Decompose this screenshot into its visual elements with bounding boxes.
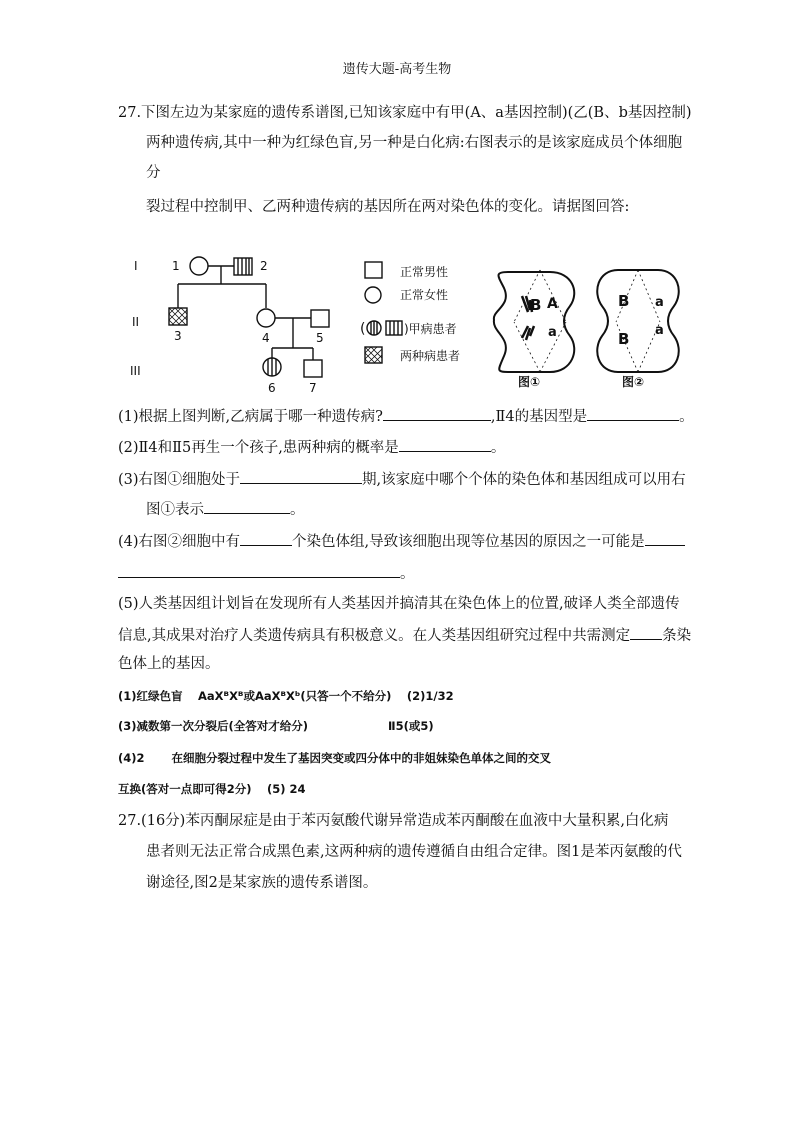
individual-II3-male-both <box>169 308 187 325</box>
cell2-label-a-bottom: a <box>655 323 664 338</box>
question-27-line1: 27.下图左边为某家庭的遗传系谱图,已知该家庭中有甲(A、a基因控制)(乙(B、b基因控制) <box>118 105 692 121</box>
q2-text-b: 。 <box>490 440 506 456</box>
page-header: 遗传大题-高考生物 <box>342 62 452 77</box>
individual-III6-female-disease-a <box>263 358 281 376</box>
q4-text-b: 个染色体组,导致该细胞出现等位基因的原因之一可能是 <box>292 534 645 550</box>
generation-III-label: III <box>130 364 141 378</box>
question-2 <box>118 436 505 458</box>
cell1-label-B: B <box>530 296 542 314</box>
legend-female-icon <box>365 287 381 303</box>
q5-text-b: 信息,其成果对治疗人类遗传病具有积极意义。在人类基因组研究过程中共需测定 <box>118 628 631 644</box>
answer-1-2: (1)红绿色盲 AaXᴮXᴮ或AaXᴮXᵇ(只答一个不给分) (2)1/32 <box>118 689 454 703</box>
question-4-cont <box>118 562 415 584</box>
id-3: 3 <box>174 329 182 343</box>
individual-III7-male <box>304 360 322 377</box>
legend-male-icon <box>365 262 382 278</box>
q1-blank-2[interactable] <box>587 405 679 421</box>
q1-text-c: 。 <box>679 409 694 425</box>
q2-text-a: (2)Ⅱ4和Ⅱ5再生一个孩子,患两种病的概率是 <box>118 440 399 456</box>
id-1: 1 <box>172 259 180 273</box>
q3-text-d: 。 <box>290 502 305 518</box>
q3-text-b: 期,该家庭中哪个个体的染色体和基因组成可以用右 <box>362 472 686 488</box>
cell-figure-1 <box>494 270 574 389</box>
id-4: 4 <box>262 331 270 345</box>
question-27-line3: 分 <box>146 165 161 181</box>
cell1-label-a: a <box>548 325 557 340</box>
individual-II5-male <box>311 310 329 327</box>
cell2-label-B-bottom: B <box>618 330 630 348</box>
legend-normal-female: 正常女性 <box>400 288 449 302</box>
question-27-line4: 裂过程中控制甲、乙两种遗传病的基因所在两对染色体的变化。请据图回答: <box>146 199 630 215</box>
legend-both: 两种病患者 <box>400 349 461 363</box>
question-1 <box>118 405 694 427</box>
cell-figure-2 <box>597 270 679 389</box>
cell-figures <box>494 270 679 389</box>
q4-blank-3[interactable] <box>118 562 400 578</box>
legend <box>360 262 460 363</box>
id-2: 2 <box>260 259 268 273</box>
figure-1-label: 图① <box>518 375 541 389</box>
q4-blank-2[interactable] <box>645 530 685 546</box>
id-5: 5 <box>316 331 324 345</box>
q5-blank[interactable] <box>630 624 662 640</box>
q3-blank-1[interactable] <box>240 468 362 484</box>
question-27b-line3: 谢途径,图2是某家族的遗传系谱图。 <box>146 875 378 891</box>
q4-blank-1[interactable] <box>240 530 292 546</box>
question-27b-line1: 27.(16分)苯丙酮尿症是由于苯丙氨酸代谢异常造成苯丙酮酸在血液中大量积累,白化病 <box>118 813 669 829</box>
q3-text-c: 图①表示 <box>146 502 204 518</box>
answer-4: (4)2 在细胞分裂过程中发生了基因突变或四分体中的非姐妹染色单体之间的交叉 <box>118 751 552 765</box>
id-7: 7 <box>309 381 317 395</box>
question-27-line2: 两种遗传病,其中一种为红绿色盲,另一种是白化病:右图表示的是该家庭成员个体细胞 <box>146 135 683 151</box>
question-5-line3: 色体上的基因。 <box>118 656 220 672</box>
cell1-label-A: A <box>547 296 558 312</box>
q1-text-a: (1)根据上图判断,乙病属于哪一种遗传病? <box>118 409 383 425</box>
q2-blank[interactable] <box>399 436 491 452</box>
answer-4-5: 互换(答对一点即可得2分) (5) 24 <box>118 782 306 796</box>
generation-I-label: I <box>134 259 138 273</box>
individual-I1-female <box>190 257 208 275</box>
legend-normal-male: 正常男性 <box>400 265 449 279</box>
figure-2-label: 图② <box>622 375 645 389</box>
answer-3-individual: Ⅱ5(或5) <box>388 719 434 733</box>
q3-blank-2[interactable] <box>204 498 290 514</box>
question-3-cont <box>146 498 305 520</box>
question-4 <box>118 530 685 552</box>
cell2-label-B-top: B <box>618 292 630 310</box>
legend-disease-a: )甲病患者 <box>404 322 457 336</box>
question-5-line1: (5)人类基因组计划旨在发现所有人类基因并搞清其在染色体上的位置,破译人类全部遗传 <box>118 596 680 612</box>
q1-text-b: ,Ⅱ4的基因型是 <box>490 409 588 425</box>
question-5-line2 <box>118 624 691 646</box>
q4-text-a: (4)右图②细胞中有 <box>118 534 241 550</box>
legend-both-icon <box>365 347 382 363</box>
question-3 <box>118 468 686 490</box>
answer-3: (3)减数第一次分裂后(全答对才给分) <box>118 719 309 733</box>
q3-text-a: (3)右图①细胞处于 <box>118 472 241 488</box>
individual-I2-male-disease-a <box>234 258 252 275</box>
q5-text-c: 条染 <box>662 628 692 644</box>
legend-disease-a-icon <box>360 321 402 337</box>
q4-text-c: 。 <box>400 566 415 582</box>
pedigree-chart <box>130 257 329 395</box>
id-6: 6 <box>268 381 276 395</box>
q1-blank-1[interactable] <box>383 405 491 421</box>
cell2-label-a-top: a <box>655 295 664 310</box>
generation-II-label: II <box>132 315 140 329</box>
genetics-figure <box>110 240 690 400</box>
svg-text:(: ( <box>360 321 366 337</box>
individual-II4-female <box>257 309 275 327</box>
question-27b-line2: 患者则无法正常合成黑色素,这两种病的遗传遵循自由组合定律。图1是苯丙氨酸的代 <box>146 844 682 860</box>
